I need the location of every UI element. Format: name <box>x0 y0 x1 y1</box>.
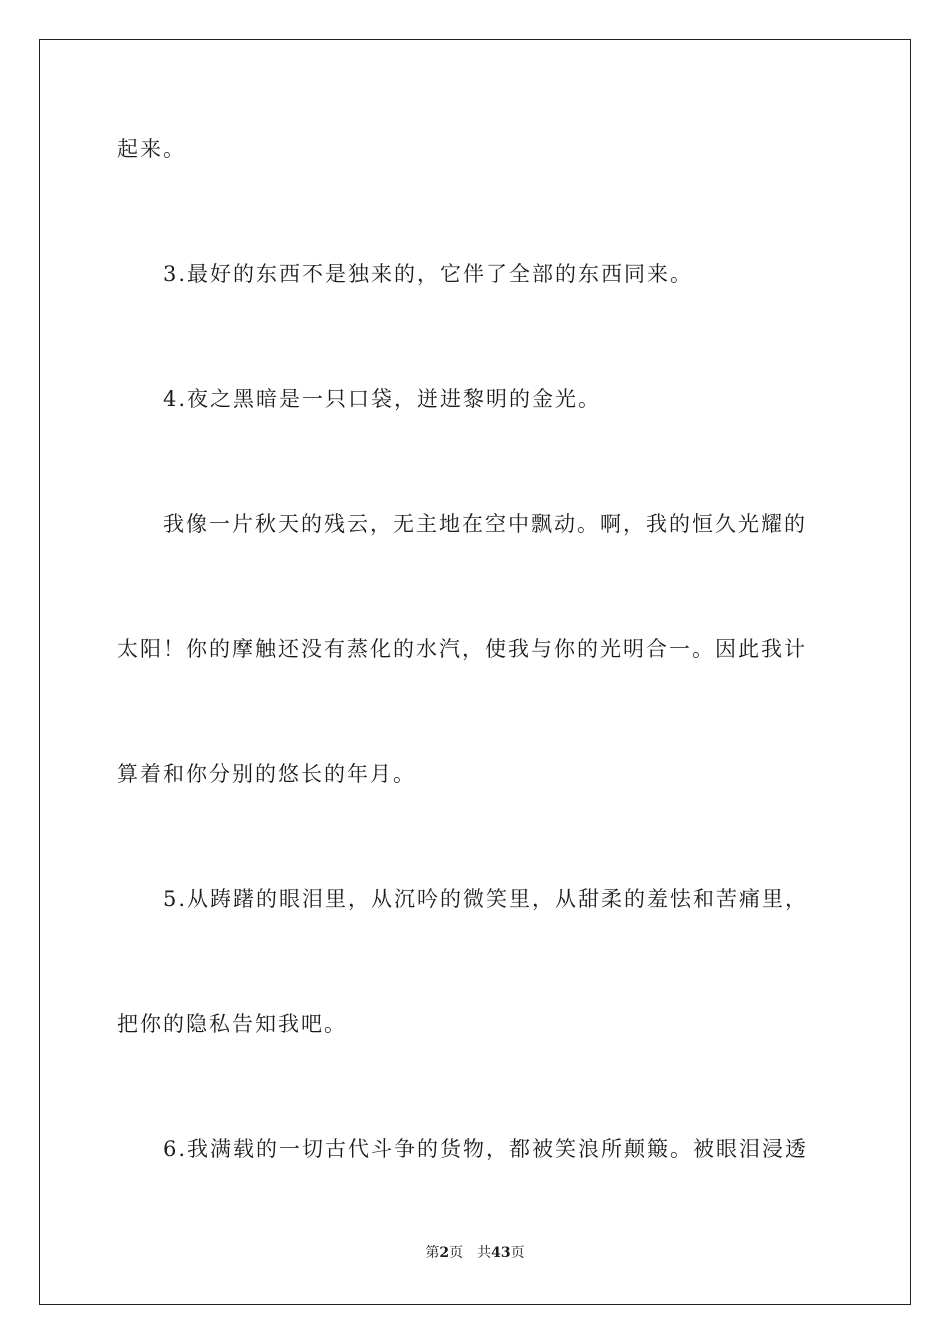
text-line-2: 3.最好的东西不是独来的，它伴了全部的东西同来。 <box>163 262 694 286</box>
text-line-8: 把你的隐私告知我吧。 <box>117 1012 347 1036</box>
page-prefix: 第 <box>425 1245 440 1261</box>
total-pages: 43 <box>491 1245 511 1261</box>
text-line-7: 5.从踌躇的眼泪里，从沉吟的微笑里，从甜柔的羞怯和苦痛里， <box>163 887 809 911</box>
page-suffix: 页 <box>449 1245 464 1261</box>
text-line-4: 我像一片秋天的残云，无主地在空中飘动。啊，我的恒久光耀的 <box>163 512 807 536</box>
page-footer <box>0 1243 950 1263</box>
text-line-5: 太阳！你的摩触还没有蒸化的水汽，使我与你的光明合一。因此我计 <box>117 637 807 661</box>
text-line-9: 6.我满载的一切古代斗争的货物，都被笑浪所颠簸。被眼泪浸透 <box>163 1137 809 1161</box>
text-line-1: 起来。 <box>117 137 186 161</box>
page-number: 2 <box>439 1245 450 1261</box>
page-border <box>39 39 911 1305</box>
text-line-3: 4.夜之黑暗是一只口袋，迸进黎明的金光。 <box>163 387 602 411</box>
text-line-6: 算着和你分别的悠长的年月。 <box>117 762 416 786</box>
total-prefix: 共 <box>477 1245 492 1261</box>
total-suffix: 页 <box>510 1245 525 1261</box>
